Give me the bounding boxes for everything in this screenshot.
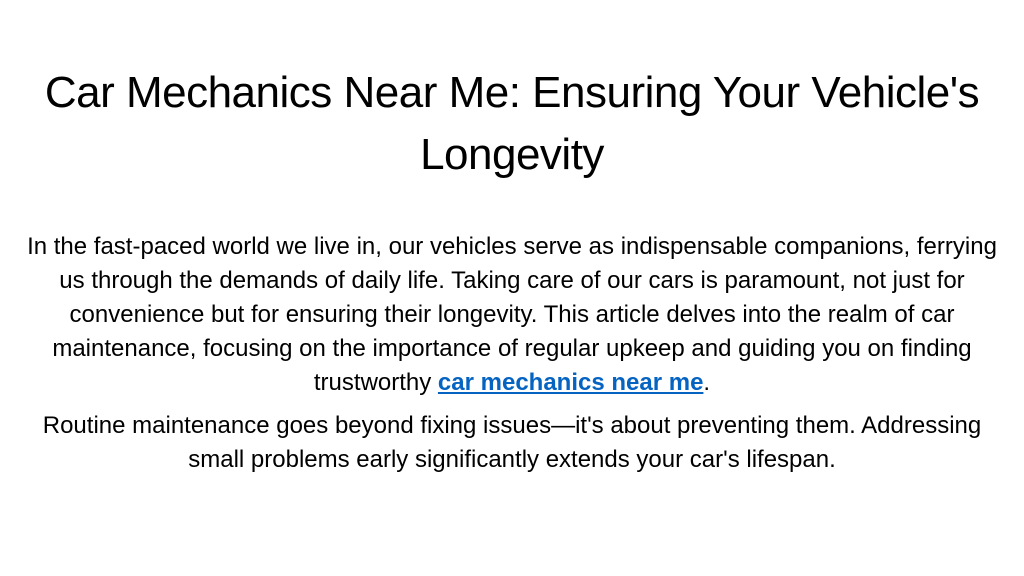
- intro-paragraph-text: In the fast-paced world we live in, our vehicles serve as indispensable companions, ferrying us through the demands of daily life. Taking care of our cars is paramount, not just for convenience but for ensuring their longevity. This article delves into the realm of car maintenance, focusing on the importance of regular upkeep and guiding you on finding trustworthy: [27, 233, 997, 396]
- maintenance-paragraph: Routine maintenance goes beyond fixing issues—it's about preventing them. Addressing small problems early significantly extends your car's lifespan.: [42, 412, 982, 473]
- intro-paragraph-end: .: [703, 369, 711, 396]
- slide-body: [24, 230, 1000, 486]
- slide-title: Car Mechanics Near Me: Ensuring Your Vehicle's Longevity: [44, 68, 980, 179]
- intro-paragraph: [24, 230, 1000, 400]
- car-mechanics-link[interactable]: car mechanics near me: [437, 369, 704, 396]
